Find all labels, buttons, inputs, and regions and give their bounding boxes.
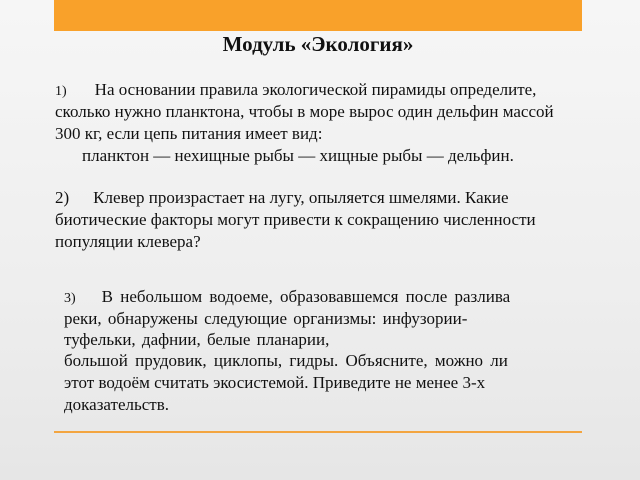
question-line: реки, обнаружены следующие организмы: инфузории- — [64, 309, 468, 328]
question-line: биотические факторы могут привести к сокращению численности — [55, 210, 536, 229]
question-line: доказательств. — [64, 395, 169, 414]
question-line: На основании правила экологической пирамиды определите, — [94, 80, 537, 99]
question-line: 300 кг, если цепь питания имеет вид: — [55, 124, 323, 143]
question-line: этот водоём считать экосистемой. Приведите не менее 3-х — [64, 373, 486, 392]
question-line: Клевер произрастает на лугу, опыляется шмелями. Какие — [93, 188, 509, 207]
question-number: 1) — [55, 84, 67, 99]
question-number: 3) — [64, 291, 76, 306]
question-line: В небольшом водоеме, образовавшемся после разлива — [101, 287, 511, 306]
question-number: 2) — [55, 188, 70, 207]
header-accent-bar — [54, 0, 582, 31]
question-line: большой прудовик, циклопы, гидры. Объясните, можно ли — [64, 351, 508, 370]
question-line: популяции клевера? — [55, 232, 201, 251]
slide-title: Модуль «Экология» — [222, 32, 414, 56]
footer-divider — [54, 431, 582, 433]
question-line: туфельки, дафнии, белые планарии, — [64, 330, 330, 349]
question-line: сколько нужно планктона, чтобы в море вырос один дельфин массой — [55, 102, 554, 121]
food-chain: планктон — нехищные рыбы — хищные рыбы — дельфин. — [82, 146, 514, 165]
